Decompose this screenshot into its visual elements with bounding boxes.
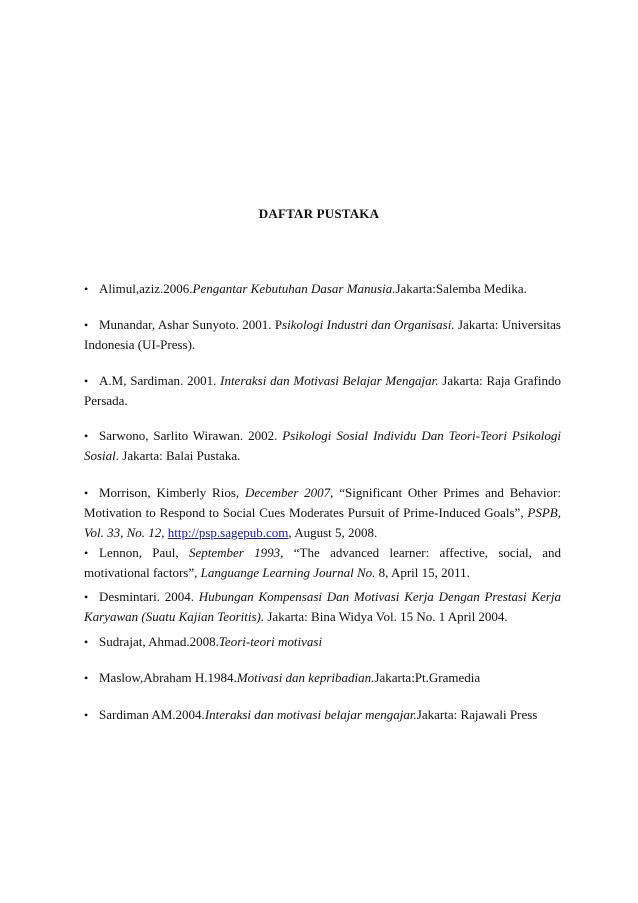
reference-article-title: “Significant Other Primes and Behavior: Motivation to Respond to Social Cues Moderates Pursuit of Prime-Induced Goals”, bbox=[84, 485, 562, 520]
reference-title: Teori-teori motivasi bbox=[218, 634, 323, 649]
bullet-icon: • bbox=[84, 671, 89, 685]
reference-author: A.M, Sardiman. 2001. bbox=[99, 373, 221, 388]
reference-author: Lennon, Paul, bbox=[99, 545, 189, 560]
page-title: DAFTAR PUSTAKA bbox=[258, 206, 380, 221]
reference-item bbox=[84, 543, 561, 583]
reference-date: September 1993, bbox=[188, 545, 284, 560]
reference-publisher: . Jakarta: Balai Pustaka. bbox=[115, 448, 241, 463]
reference-publisher: Jakarta:Pt.Gramedia bbox=[374, 670, 481, 685]
reference-title: Motivasi dan kepribadian. bbox=[236, 670, 375, 685]
bullet-icon: • bbox=[84, 282, 89, 296]
reference-item bbox=[84, 315, 561, 355]
reference-author: Sudrajat, Ahmad.2008. bbox=[99, 634, 219, 649]
reference-item bbox=[84, 483, 561, 543]
bullet-icon: • bbox=[84, 708, 89, 722]
reference-title: Hubungan Kompensasi Dan Motivasi Kerja Dengan Prestasi Kerja Karyawan (Suatu Kajian Teoritis). bbox=[84, 589, 561, 624]
reference-author: Alimul,aziz.2006. bbox=[99, 281, 193, 296]
reference-publisher: Jakarta: Rajawali Press bbox=[416, 707, 538, 722]
reference-title: Interaksi dan Motivasi Belajar Mengajar. bbox=[220, 373, 439, 388]
bullet-icon: • bbox=[84, 486, 89, 500]
reference-item bbox=[84, 279, 561, 299]
reference-title: Psikologi Sosial Individu Dan Teori-Teori Psikologi Sosial bbox=[84, 428, 561, 463]
reference-journal: Languange Learning Journal No. bbox=[200, 565, 376, 580]
reference-title: Pengantar Kebutuhan Dasar Manusia. bbox=[192, 281, 396, 296]
reference-publisher: Jakarta:Salemba Medika. bbox=[395, 281, 527, 296]
reference-item bbox=[84, 668, 561, 688]
reference-publisher: Jakarta: Universitas Indonesia (UI-Press). bbox=[84, 317, 561, 352]
bullet-icon: • bbox=[84, 429, 89, 443]
reference-item bbox=[84, 587, 561, 627]
reference-item bbox=[84, 371, 561, 411]
bullet-icon: • bbox=[84, 374, 89, 388]
reference-access-date: , August 5, 2008. bbox=[288, 525, 378, 540]
reference-item bbox=[84, 426, 561, 466]
reference-publisher: Jakarta: Raja Grafindo Persada. bbox=[84, 373, 561, 408]
reference-publisher: Jakarta: Bina Widya Vol. 15 No. 1 April 2004. bbox=[264, 609, 508, 624]
reference-author: Sardiman AM.2004. bbox=[99, 707, 205, 722]
reference-item bbox=[84, 705, 561, 725]
bullet-icon: • bbox=[84, 546, 89, 560]
bullet-icon: • bbox=[84, 590, 89, 604]
reference-access-date: 8, April 15, 2011. bbox=[375, 565, 470, 580]
reference-title: Interaksi dan motivasi belajar mengajar. bbox=[204, 707, 417, 722]
reference-journal: PSPB, Vol. 33, No. 12, bbox=[84, 505, 561, 540]
reference-author: Desmintari. 2004. bbox=[99, 589, 199, 604]
reference-link[interactable]: http://psp.sagepub.com bbox=[167, 525, 289, 540]
bullet-icon: • bbox=[84, 318, 89, 332]
reference-author: Morrison, Kimberly Rios, bbox=[99, 485, 245, 500]
reference-author: Sarwono, Sarlito Wirawan. 2002. bbox=[99, 428, 283, 443]
bullet-icon: • bbox=[84, 635, 89, 649]
reference-date: December 2007, bbox=[244, 485, 334, 500]
reference-author: Munandar, Ashar Sunyoto. 2001. P bbox=[99, 317, 283, 332]
reference-author: Maslow,Abraham H.1984. bbox=[99, 670, 237, 685]
reference-article-title: “The advanced learner: affective, social, and motivational factors”, bbox=[84, 545, 561, 580]
reference-item bbox=[84, 632, 561, 652]
reference-title: sikologi Industri dan Organisasi. bbox=[282, 317, 455, 332]
